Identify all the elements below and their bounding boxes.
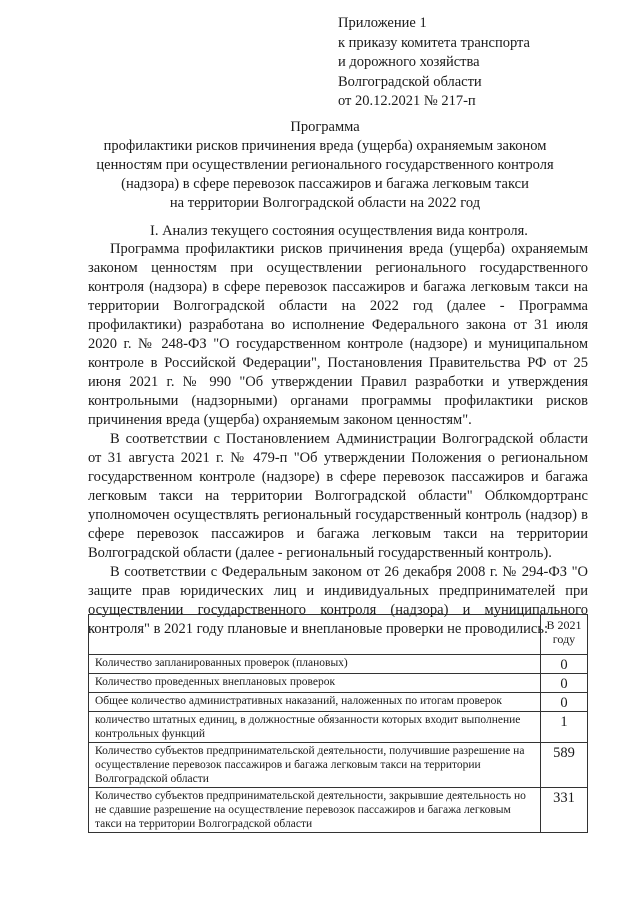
- table-cell-label: Количество проведенных внеплановых проверок: [89, 674, 541, 693]
- table-cell-label: Количество запланированных проверок (плановых): [89, 655, 541, 674]
- appendix-block: [338, 14, 530, 112]
- paragraph: Программа профилактики рисков причинения вреда (ущерба) охраняемым законом ценностям при осуществлении регионального государственного контроля (надзора) в сфере перевозок пассажиров и багажа легковым такси на территории Волгоградской области на 2022 год (далее - Программа профилактики) разработана во исполнение Федерального закона от 31 июля 2020 г. № 248-ФЗ "О государственном контроле (надзоре) и муниципальном контроле в Российской Федерации", Постановления Правительства РФ от 25 июня 2021 г. № 990 "Об утверждении Правил разработки и утверждения контрольными (надзорными) органами программы профилактики рисков причинения вреда (ущерба) охраняемым законом ценностям".: [88, 241, 588, 428]
- section-heading: I. Анализ текущего состояния осуществления вида контроля.: [150, 223, 528, 239]
- table-header-year: В 2021 году: [541, 615, 588, 655]
- table-cell-value: 589: [541, 743, 588, 788]
- appendix-line: Волгоградской области: [338, 73, 482, 90]
- appendix-line: от 20.12.2021 № 217-п: [338, 93, 476, 109]
- appendix-line: Приложение 1: [338, 15, 427, 31]
- table-cell-label: Количество субъектов предпринимательской деятельности, получившие разрешение на осуществление перевозок пассажиров и багажа легковым такси на территории Волгоградской области: [89, 743, 541, 788]
- title-line: (надзора) в сфере перевозок пассажиров и багажа легковым такси: [121, 176, 529, 192]
- table-cell-label: Количество субъектов предпринимательской деятельности, закрывшие деятельность но не сдавшие разрешение на осуществление перевозок пассажиров и багажа легковым такси на территории Волгоградской области: [89, 788, 541, 833]
- title-line: Программа: [290, 119, 360, 135]
- table-cell-value: 331: [541, 788, 588, 833]
- paragraph: В соответствии с Федеральным законом от 26 декабря 2008 г. № 294-ФЗ "О защите прав юридических лиц и индивидуальных предпринимателей при осуществлении государственного контроля (надзора) и муниципального контроля" в 2021 году плановые и внеплановые проверки не проводились:: [88, 564, 588, 637]
- appendix-line: и дорожного хозяйства: [338, 54, 480, 70]
- body-text: [88, 240, 588, 639]
- table-cell-label: Общее количество административных наказаний, наложенных по итогам проверок: [89, 693, 541, 712]
- program-title: [80, 118, 570, 213]
- table-cell-label: количество штатных единиц, в должностные обязанности которых входит выполнение контрольных функций: [89, 712, 541, 743]
- table-row: [89, 743, 588, 788]
- table-cell-value: 1: [541, 712, 588, 743]
- table-row: [89, 655, 588, 674]
- table-cell-value: 0: [541, 655, 588, 674]
- table-cell-value: 0: [541, 674, 588, 693]
- title-line: профилактики рисков причинения вреда (ущерба) охраняемым законом: [103, 138, 547, 154]
- table-header-row: [89, 615, 588, 655]
- title-line: на территории Волгоградской области на 2022 год: [169, 195, 481, 211]
- paragraph: В соответствии с Постановлением Администрации Волгоградской области от 31 августа 2021 г. № 479-п "Об утверждении Положения о региональном государственном контроле (надзоре) в сфере перевозок пассажиров и багажа легковым такси на территории Волгоградской области" Облкомдортранс уполномочен осуществлять региональный государственный контроль (надзор) в сфере перевозок пассажиров и багажа легковым такси на территории Волгоградской области (далее - региональный государственный контроль).: [88, 431, 588, 561]
- table-header-label: [89, 615, 541, 655]
- title-line: ценностям при осуществлении регионального государственного контроля: [96, 157, 554, 173]
- table-row: [89, 712, 588, 743]
- table-cell-value: 0: [541, 693, 588, 712]
- table-row: [89, 674, 588, 693]
- table-row: [89, 693, 588, 712]
- inspections-table: [88, 614, 588, 833]
- appendix-line: к приказу комитета транспорта: [338, 34, 530, 51]
- table-row: [89, 788, 588, 833]
